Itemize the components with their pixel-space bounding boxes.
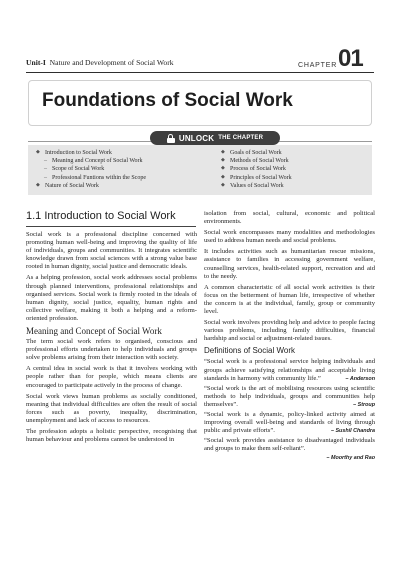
paragraph: As a helping profession, social work addresses social problems through planned interventions, professional relationships and organised services. Social work is firmly rooted in the ideals of human dignity, social justice, equality, human rights and collective welfare, making it both a helping and a reform-oriented profession. bbox=[26, 274, 197, 322]
definition-author: – Stroup bbox=[353, 401, 375, 408]
unit-header bbox=[26, 58, 174, 67]
lock-icon bbox=[167, 134, 175, 143]
bullet-icon: ◆ bbox=[221, 182, 225, 188]
definition-quote bbox=[204, 437, 375, 453]
definitions-heading: Definitions of Social Work bbox=[204, 346, 295, 356]
definitions-list bbox=[204, 358, 375, 461]
contents-item-label: Process of Social Work bbox=[230, 166, 286, 173]
chapter-title: Foundations of Social Work bbox=[42, 90, 293, 111]
contents-item bbox=[36, 157, 146, 165]
contents-item-label: Principles of Social Work bbox=[230, 174, 292, 181]
chapter-number: 01 bbox=[338, 45, 363, 72]
right-paragraphs bbox=[204, 210, 375, 343]
contents-item-label: Professional Funtions within the Scope bbox=[52, 174, 146, 181]
meaning-paragraphs bbox=[26, 338, 197, 444]
header-rule bbox=[26, 72, 374, 73]
paragraph: Social work views human problems as socially conditioned, meaning that individual difficulties are often the result of social forces such as poverty, inequality, discrimination, unemployment and lack of access to resources. bbox=[26, 392, 197, 424]
contents-left-column bbox=[36, 149, 146, 190]
definition-quote bbox=[204, 358, 375, 382]
contents-item-label: Methods of Social Work bbox=[230, 158, 289, 165]
definition-quote bbox=[204, 411, 375, 435]
contents-item-label: Scope of Social Work bbox=[52, 166, 105, 173]
paragraph: The profession adopts a holistic perspective, recognising that human behaviour and problems cannot be understood in bbox=[26, 427, 197, 444]
paragraph: A common characteristic of all social work activities is their focus on the betterment of human life, irrespective of whether the concern is at the individual, family, group or community level. bbox=[204, 283, 375, 316]
bullet-icon: ◆ bbox=[221, 158, 225, 164]
chapter-label: CHAPTER bbox=[298, 62, 338, 69]
contents-item bbox=[221, 149, 292, 157]
contents-item-label: Values of Social Work bbox=[230, 182, 284, 189]
contents-item bbox=[36, 165, 146, 173]
contents-item-label: Meaning and Concept of Social Work bbox=[52, 158, 143, 165]
paragraph: isolation from social, cultural, economic and political environments. bbox=[204, 210, 375, 226]
bullet-icon: ◆ bbox=[221, 174, 225, 180]
chapter-contents-box bbox=[28, 145, 372, 195]
dash-marker: – bbox=[44, 174, 47, 181]
bullet-icon: ◆ bbox=[221, 166, 225, 172]
contents-right-column bbox=[221, 149, 292, 190]
unlock-word: UNLOCK bbox=[178, 133, 215, 143]
unit-label: Unit-I bbox=[26, 58, 46, 67]
contents-item bbox=[221, 182, 292, 190]
paragraph: Social work is a professional discipline concerned with promoting human well-being and improving the quality of life of individuals, groups and communities. It integrates scientific knowledge drawn from social sciences with a strong value base rooted in human dignity, social justice and democratic ideals. bbox=[26, 231, 197, 271]
bullet-icon: ◆ bbox=[36, 150, 40, 155]
definition-author: – Anderson bbox=[345, 375, 375, 382]
the-chapter-word: THE CHAPTER bbox=[218, 135, 264, 141]
bullet-icon: ◆ bbox=[36, 182, 40, 188]
paragraph: Social work encompasses many modalities and methodologies used to address human needs and social problems. bbox=[204, 229, 375, 245]
definition-text: “Social work is the art of mobilising resources using scientific methods to help individuals, groups and communities help themselves”. bbox=[204, 384, 375, 408]
definition-author: – Sushil Chandra bbox=[330, 428, 375, 435]
paragraph: The term social work refers to organised, conscious and professional efforts undertaken to help individuals and groups solve problems arising from their interaction with society. bbox=[26, 338, 197, 362]
subsection-heading: Meaning and Concept of Social Work bbox=[26, 326, 162, 337]
right-text-column bbox=[204, 210, 375, 464]
unit-title: Nature and Development of Social Work bbox=[49, 58, 174, 67]
definition-author: – Moorthy and Rao bbox=[326, 455, 375, 462]
contents-item bbox=[221, 157, 292, 165]
dash-marker: – bbox=[44, 158, 47, 165]
paragraph: A central idea in social work is that it involves working with people rather than for people, which means clients are encouraged to participate actively in the process of change. bbox=[26, 365, 197, 389]
contents-item bbox=[36, 174, 146, 182]
section-rule bbox=[26, 226, 196, 227]
paragraph: Social work involves providing help and advice to people facing various problems, including family difficulties, financial hardship and social or adjustment-related issues. bbox=[204, 319, 375, 343]
intro-paragraphs bbox=[26, 231, 197, 323]
definition-text: “Social work is a dynamic, policy-linked activity aimed at improving overall well-being and standards of living through public and private efforts”. bbox=[204, 410, 375, 435]
contents-item bbox=[36, 182, 146, 190]
dash-marker: – bbox=[44, 166, 47, 173]
contents-item-label: Introduction to Social Work bbox=[45, 150, 112, 156]
contents-item bbox=[221, 165, 292, 173]
contents-item bbox=[36, 149, 146, 157]
definition-quote bbox=[204, 385, 375, 409]
left-text-column bbox=[26, 210, 197, 447]
section-heading: 1.1 Introduction to Social Work bbox=[26, 210, 176, 222]
contents-item-label: Nature of Social Work bbox=[45, 182, 99, 189]
definition-text: “Social work provides assistance to disadvantaged individuals and groups to make them self-reliant”. bbox=[204, 437, 375, 453]
contents-item-label: Goals of Social Work bbox=[230, 150, 282, 156]
definition-text: “Social work is a professional service helping individuals and groups achieve satisfying relationships and acceptable living standards in harmony with community life.” bbox=[204, 358, 375, 382]
paragraph: It includes activities such as humanitarian rescue missions, assistance to families in accessing government welfare, counselling services, health-related support, recreation and aid to the needy. bbox=[204, 248, 375, 280]
contents-item bbox=[221, 174, 292, 182]
unlock-the-chapter-badge bbox=[150, 131, 280, 145]
bullet-icon: ◆ bbox=[221, 150, 225, 155]
